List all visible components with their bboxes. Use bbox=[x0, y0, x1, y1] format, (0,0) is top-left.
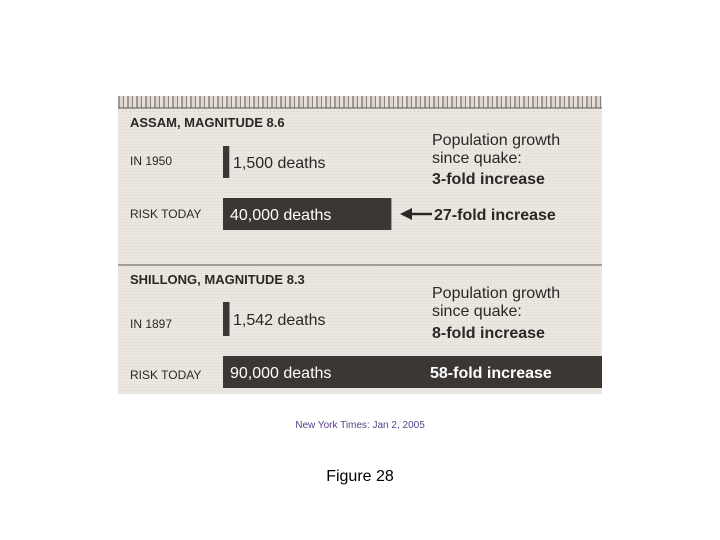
panel-title: ASSAM, MAGNITUDE 8.6 bbox=[130, 115, 285, 130]
panel-title: SHILLONG, MAGNITUDE 8.3 bbox=[130, 272, 305, 287]
panel-shillong bbox=[130, 272, 602, 388]
category-label-today: RISK TODAY bbox=[130, 368, 202, 382]
growth-factor: 8-fold increase bbox=[432, 325, 545, 342]
increase-label: 27-fold increase bbox=[434, 207, 556, 224]
value-label-today: 40,000 deaths bbox=[230, 207, 332, 224]
growth-note-line-2: since quake: bbox=[432, 303, 522, 320]
newspaper-clipping bbox=[118, 96, 602, 394]
panel-assam bbox=[130, 115, 560, 230]
growth-note-line-1: Population growth bbox=[432, 132, 561, 149]
growth-factor: 3-fold increase bbox=[432, 171, 545, 188]
increase-label: 58-fold increase bbox=[430, 365, 552, 382]
value-label-today: 90,000 deaths bbox=[230, 365, 332, 382]
figure-caption: Figure 28 bbox=[326, 468, 394, 485]
value-label-past: 1,500 deaths bbox=[233, 155, 326, 172]
bar-past bbox=[223, 302, 230, 336]
category-label-past: IN 1897 bbox=[130, 317, 173, 331]
growth-note-line-1: Population growth bbox=[432, 285, 561, 302]
deaths-chart bbox=[118, 96, 602, 394]
value-label-past: 1,542 deaths bbox=[233, 312, 326, 329]
category-label-today: RISK TODAY bbox=[130, 207, 202, 221]
growth-note-line-2: since quake: bbox=[432, 150, 522, 167]
source-caption: New York Times: Jan 2, 2005 bbox=[295, 420, 425, 431]
arrow-icon bbox=[400, 208, 432, 220]
category-label-past: IN 1950 bbox=[130, 154, 173, 168]
bar-past bbox=[223, 146, 229, 178]
